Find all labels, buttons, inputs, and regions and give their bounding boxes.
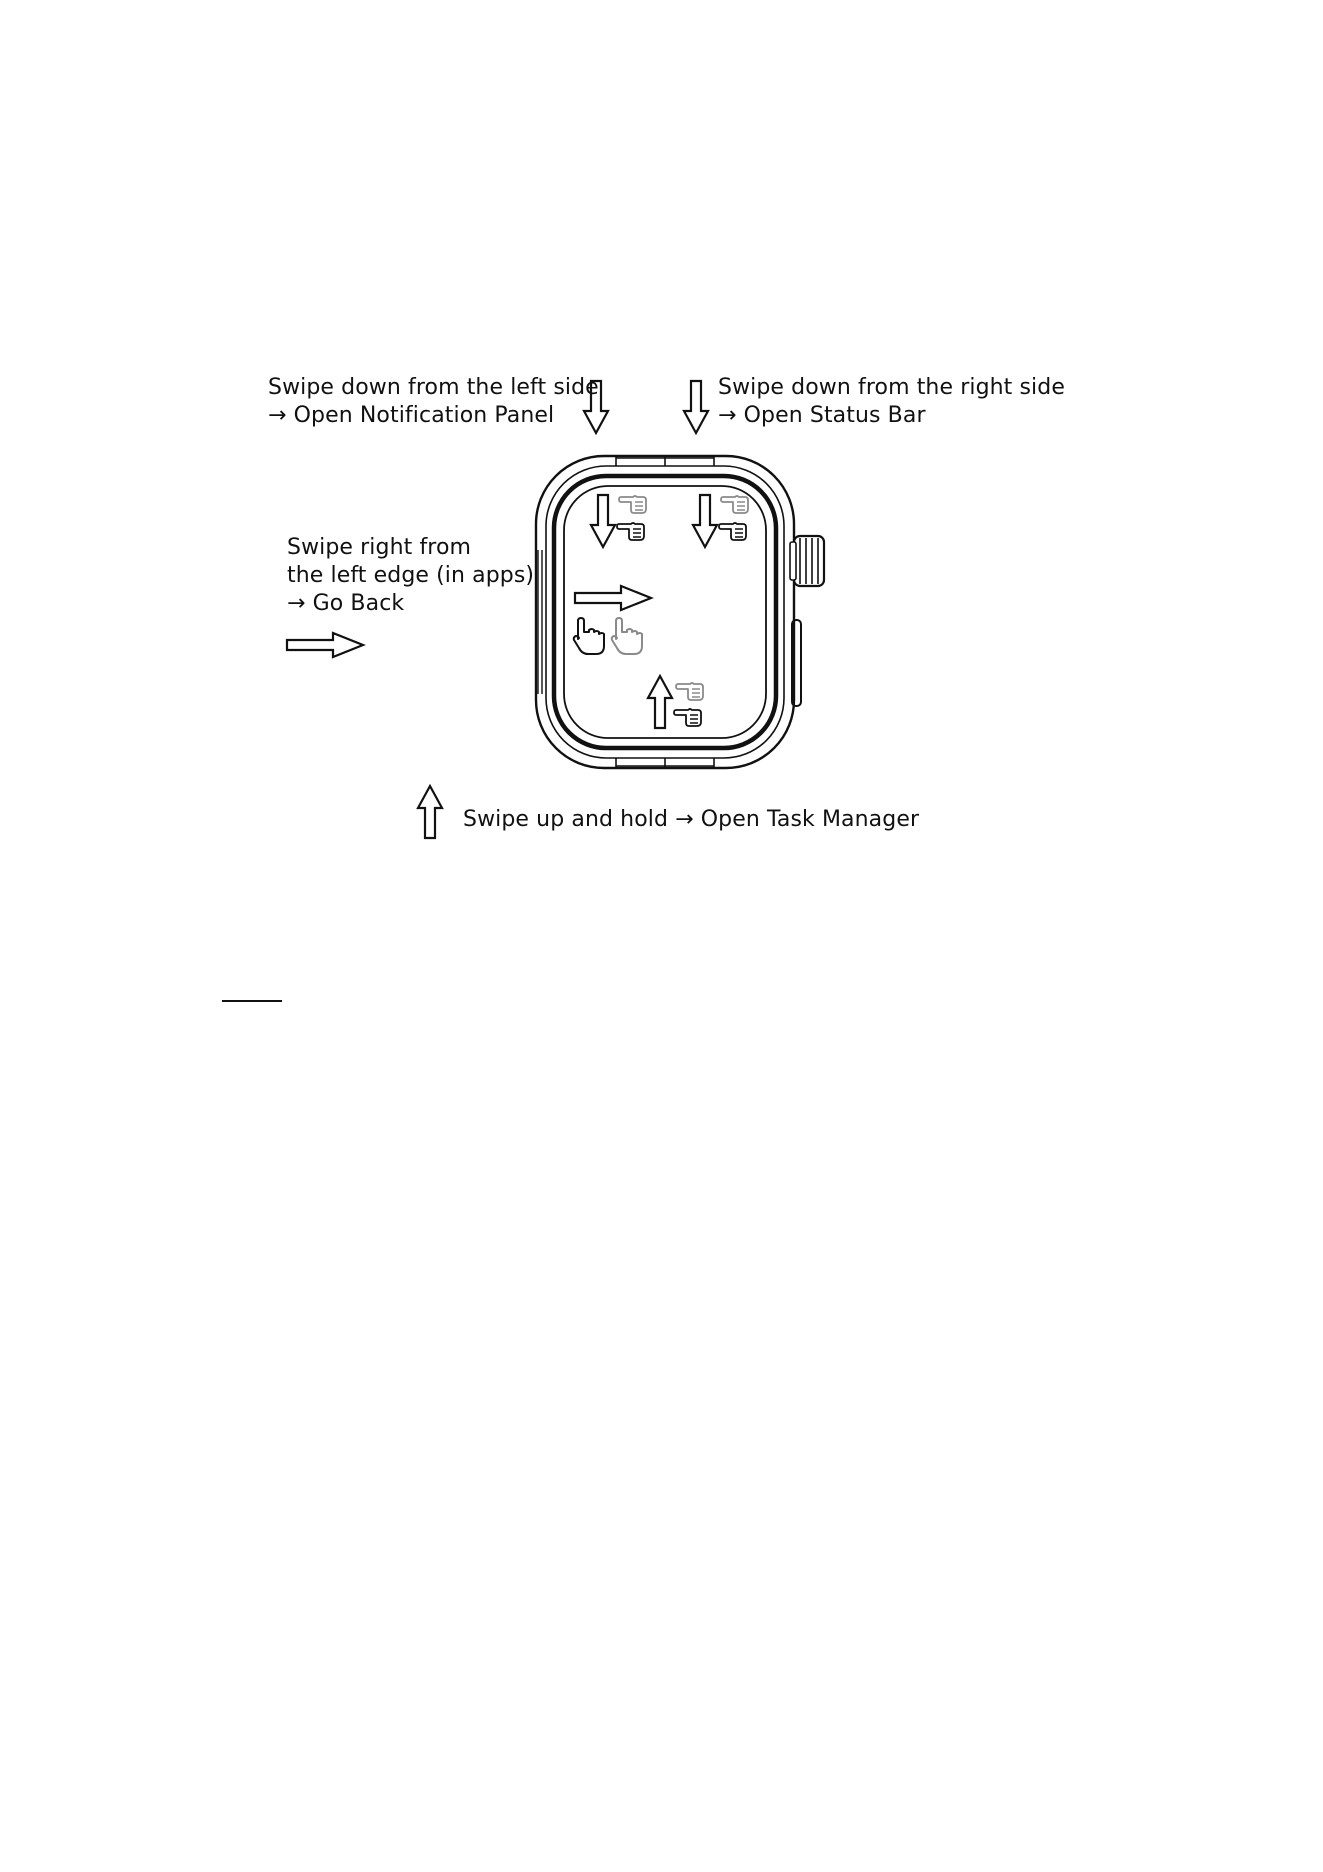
caption-line: → Go Back: [287, 591, 405, 616]
caption-line: Swipe down from the left side: [268, 375, 599, 400]
caption-line: → Open Notification Panel: [268, 403, 555, 428]
right-arrow-icon: [287, 633, 363, 657]
pointing-hand-icon: [619, 496, 646, 513]
pointing-hand-icon: [574, 618, 604, 654]
caption-line: the left edge (in apps): [287, 563, 535, 588]
up-arrow-icon: [648, 676, 672, 728]
right-arrow-icon: [575, 586, 651, 610]
go-back-caption: [287, 534, 534, 618]
up-arrow-icon: [418, 786, 442, 838]
left-swipe-down-caption: [268, 374, 599, 430]
caption-line: Swipe right from: [287, 535, 472, 560]
caption-line: Swipe down from the right side: [718, 375, 1065, 400]
caption-line: → Open Status Bar: [718, 403, 926, 428]
down-arrow-icon: [684, 381, 708, 433]
pointing-hand-icon: [721, 496, 748, 513]
pointing-hand-icon: [719, 523, 746, 540]
caption-line: Swipe up and hold → Open Task Manager: [463, 807, 920, 832]
right-swipe-down-caption: [718, 374, 1065, 430]
pointing-hand-icon: [676, 683, 703, 700]
task-manager-caption: [463, 806, 919, 834]
pointing-hand-icon: [617, 523, 644, 540]
down-arrow-icon: [693, 495, 717, 547]
pointing-hand-icon: [612, 618, 642, 654]
pointing-hand-icon: [674, 709, 701, 726]
divider: [222, 1000, 282, 1002]
down-arrow-icon: [591, 495, 615, 547]
smartwatch-icon: [536, 456, 824, 768]
